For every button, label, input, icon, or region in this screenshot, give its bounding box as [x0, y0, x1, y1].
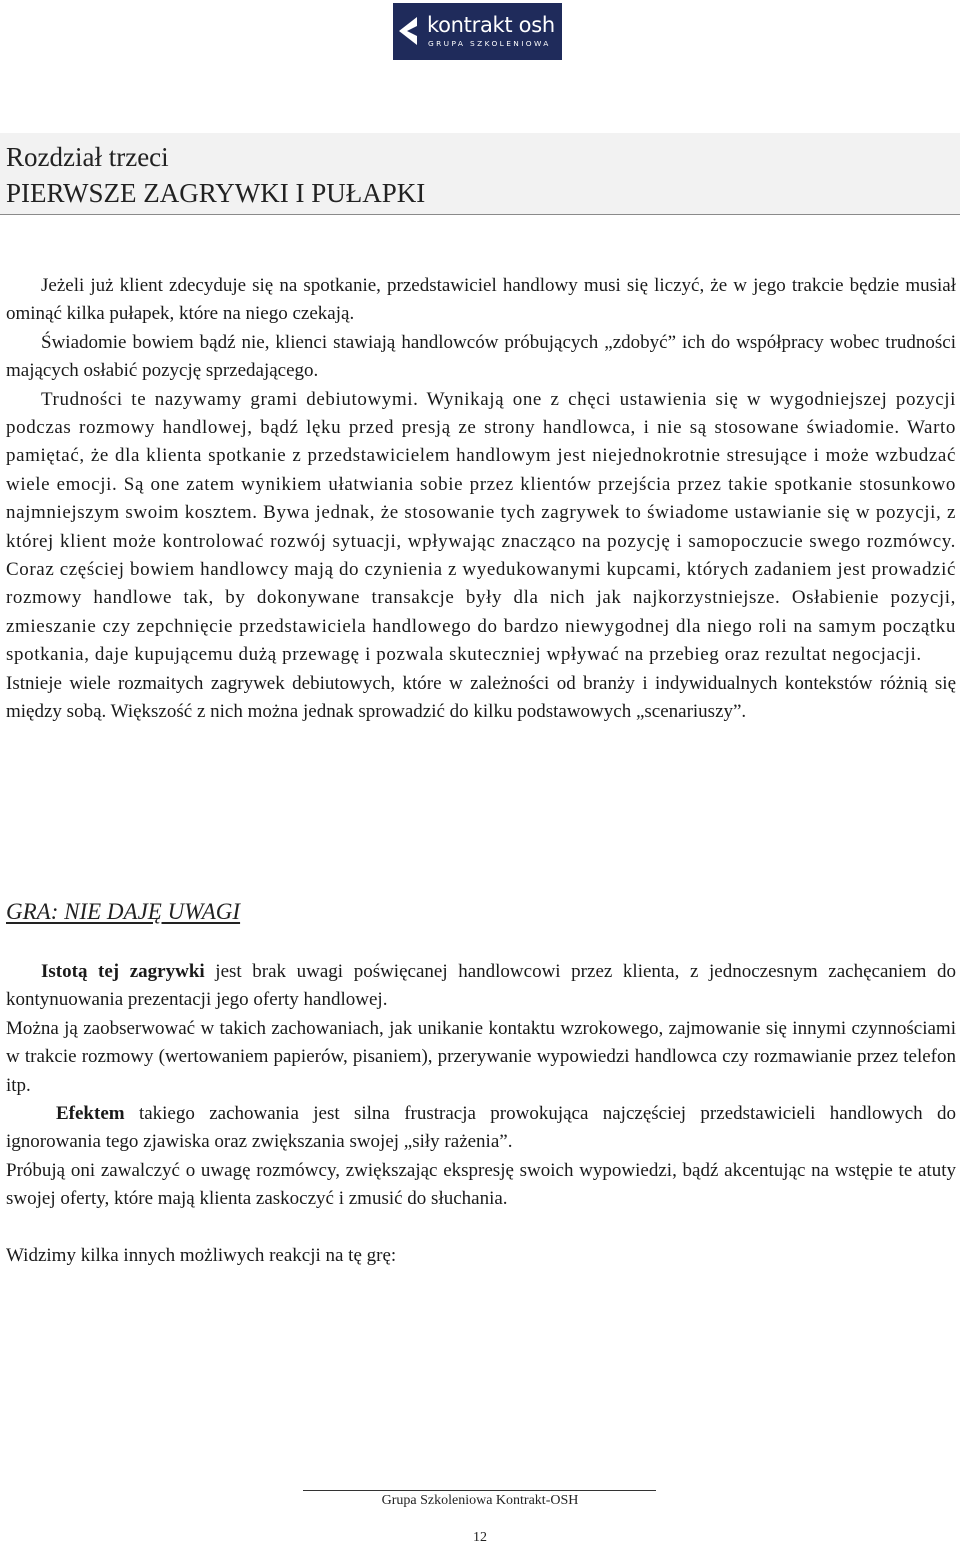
intro-paragraph-2: Świadomie bowiem bądź nie, klienci stawiają handlowców próbujących „zdobyć” ich do współpracy wobec trudności mających osłabić pozycję sprzedającego.	[6, 331, 956, 382]
game-essence-label: Istotą tej zagrywki	[41, 961, 205, 982]
page-number: 12	[473, 1530, 487, 1545]
game-paragraph-5: Widzimy kilka innych możliwych reakcji na tę grę:	[6, 1244, 397, 1266]
game-section	[6, 958, 956, 1270]
logo-arrow-icon	[393, 3, 427, 60]
chapter-number: Rozdział trzeci	[6, 142, 169, 172]
chapter-header	[0, 133, 960, 215]
game-paragraph-1	[6, 958, 956, 1015]
game-paragraph-2: Można ją zaobserwować w takich zachowaniach, jak unikanie kontaktu wzrokowego, zajmowanie się innymi czynnościami w trakcie rozmowy (wertowaniem papierów, pisaniem), przerywanie wypowiedzi handlowca czy rozmawianie przez telefon itp.	[6, 1017, 956, 1096]
intro-paragraph-1: Jeżeli już klient zdecyduje się na spotkanie, przedstawiciel handlowy musi się liczyć, że w jego trakcie będzie musiał ominąć kilka pułapek, które na niego czekają.	[6, 275, 956, 325]
game-title: GRA: NIE DAJĘ UWAGI	[6, 899, 241, 924]
footer-divider	[303, 1490, 656, 1491]
intro-paragraph-3: Trudności te nazywamy grami debiutowymi. Wynikają one z chęci ustawienia się w wygodniejszej pozycji podczas rozmowy handlowej, bądź lęku przed presją ze strony handlowca, i nie są stosowane świadomie. Warto pamiętać, że dla klienta spotkanie z przedstawicielem handlowym jest niejednokrotnie stresujące i może wzbudzać wiele emocji. Są one zatem wynikiem ułatwiania sobie przez klientów przejścia przez takie spotkanie stosunkowo najmniejszym swoim kosztem. Bywa jednak, że stosowanie tych zagrywek to świadome ustawianie się w pozycji, z której klient może kontrolować rozwój sytuacji, wpływając znacząco na pozycję i samopoczucie swego rozmówcy. Coraz częściej bowiem handlowcy mają do czynienia z wyedukowanymi kupcami, których zadaniem jest prowadzić rozmowy handlowe tak, by dokonywane transakcje były dla nich jak najkorzystniejsze. Osłabienie pozycji, zmieszanie czy zepchnięcie przedstawiciela handlowego do bardzo niewygodnej dla niego roli na samym początku spotkania, daje kupującemu dużą przewagę i pozwala skuteczniej wpływać na przebieg oraz rezultat negocjacji.	[6, 388, 956, 666]
chapter-title: PIERWSZE ZAGRYWKI I PUŁAPKI	[6, 178, 426, 208]
company-logo	[393, 3, 562, 60]
intro-paragraph-4: Istnieje wiele rozmaitych zagrywek debiutowych, które w zależności od branży i indywidualnych kontekstów różnią się między sobą. Większość z nich można jednak sprowadzić do kilku podstawowych „scenariuszy”.	[6, 672, 956, 723]
game-essence-text: jest brak uwagi poświęcanej handlowcowi przez klienta, z jednoczesnym zachęcaniem do kontynuowania prezentacji jego oferty handlowej.	[6, 961, 956, 1011]
game-effect-text: takiego zachowania jest silna frustracja prowokująca najczęściej przedstawicieli handlowych do ignorowania tego zjawiska oraz zwiększania swojej „siły rażenia”.	[6, 1103, 956, 1153]
game-paragraph-4: Próbują oni zawalczyć o uwagę rozmówcy, zwiększając ekspresję swoich wypowiedzi, bądź akcentując na wstępie te atuty swojej oferty, które mają klienta zaskoczyć i zmusić do słuchania.	[6, 1159, 956, 1210]
logo-tagline: GRUPA SZKOLENIOWA	[428, 39, 551, 49]
footer-company: Grupa Szkoleniowa Kontrakt-OSH	[381, 1493, 579, 1508]
intro-section	[6, 272, 956, 727]
logo-name: kontrakt osh	[427, 13, 555, 38]
game-effect-label: Efektem	[56, 1103, 125, 1125]
game-paragraph-3	[6, 1100, 956, 1157]
